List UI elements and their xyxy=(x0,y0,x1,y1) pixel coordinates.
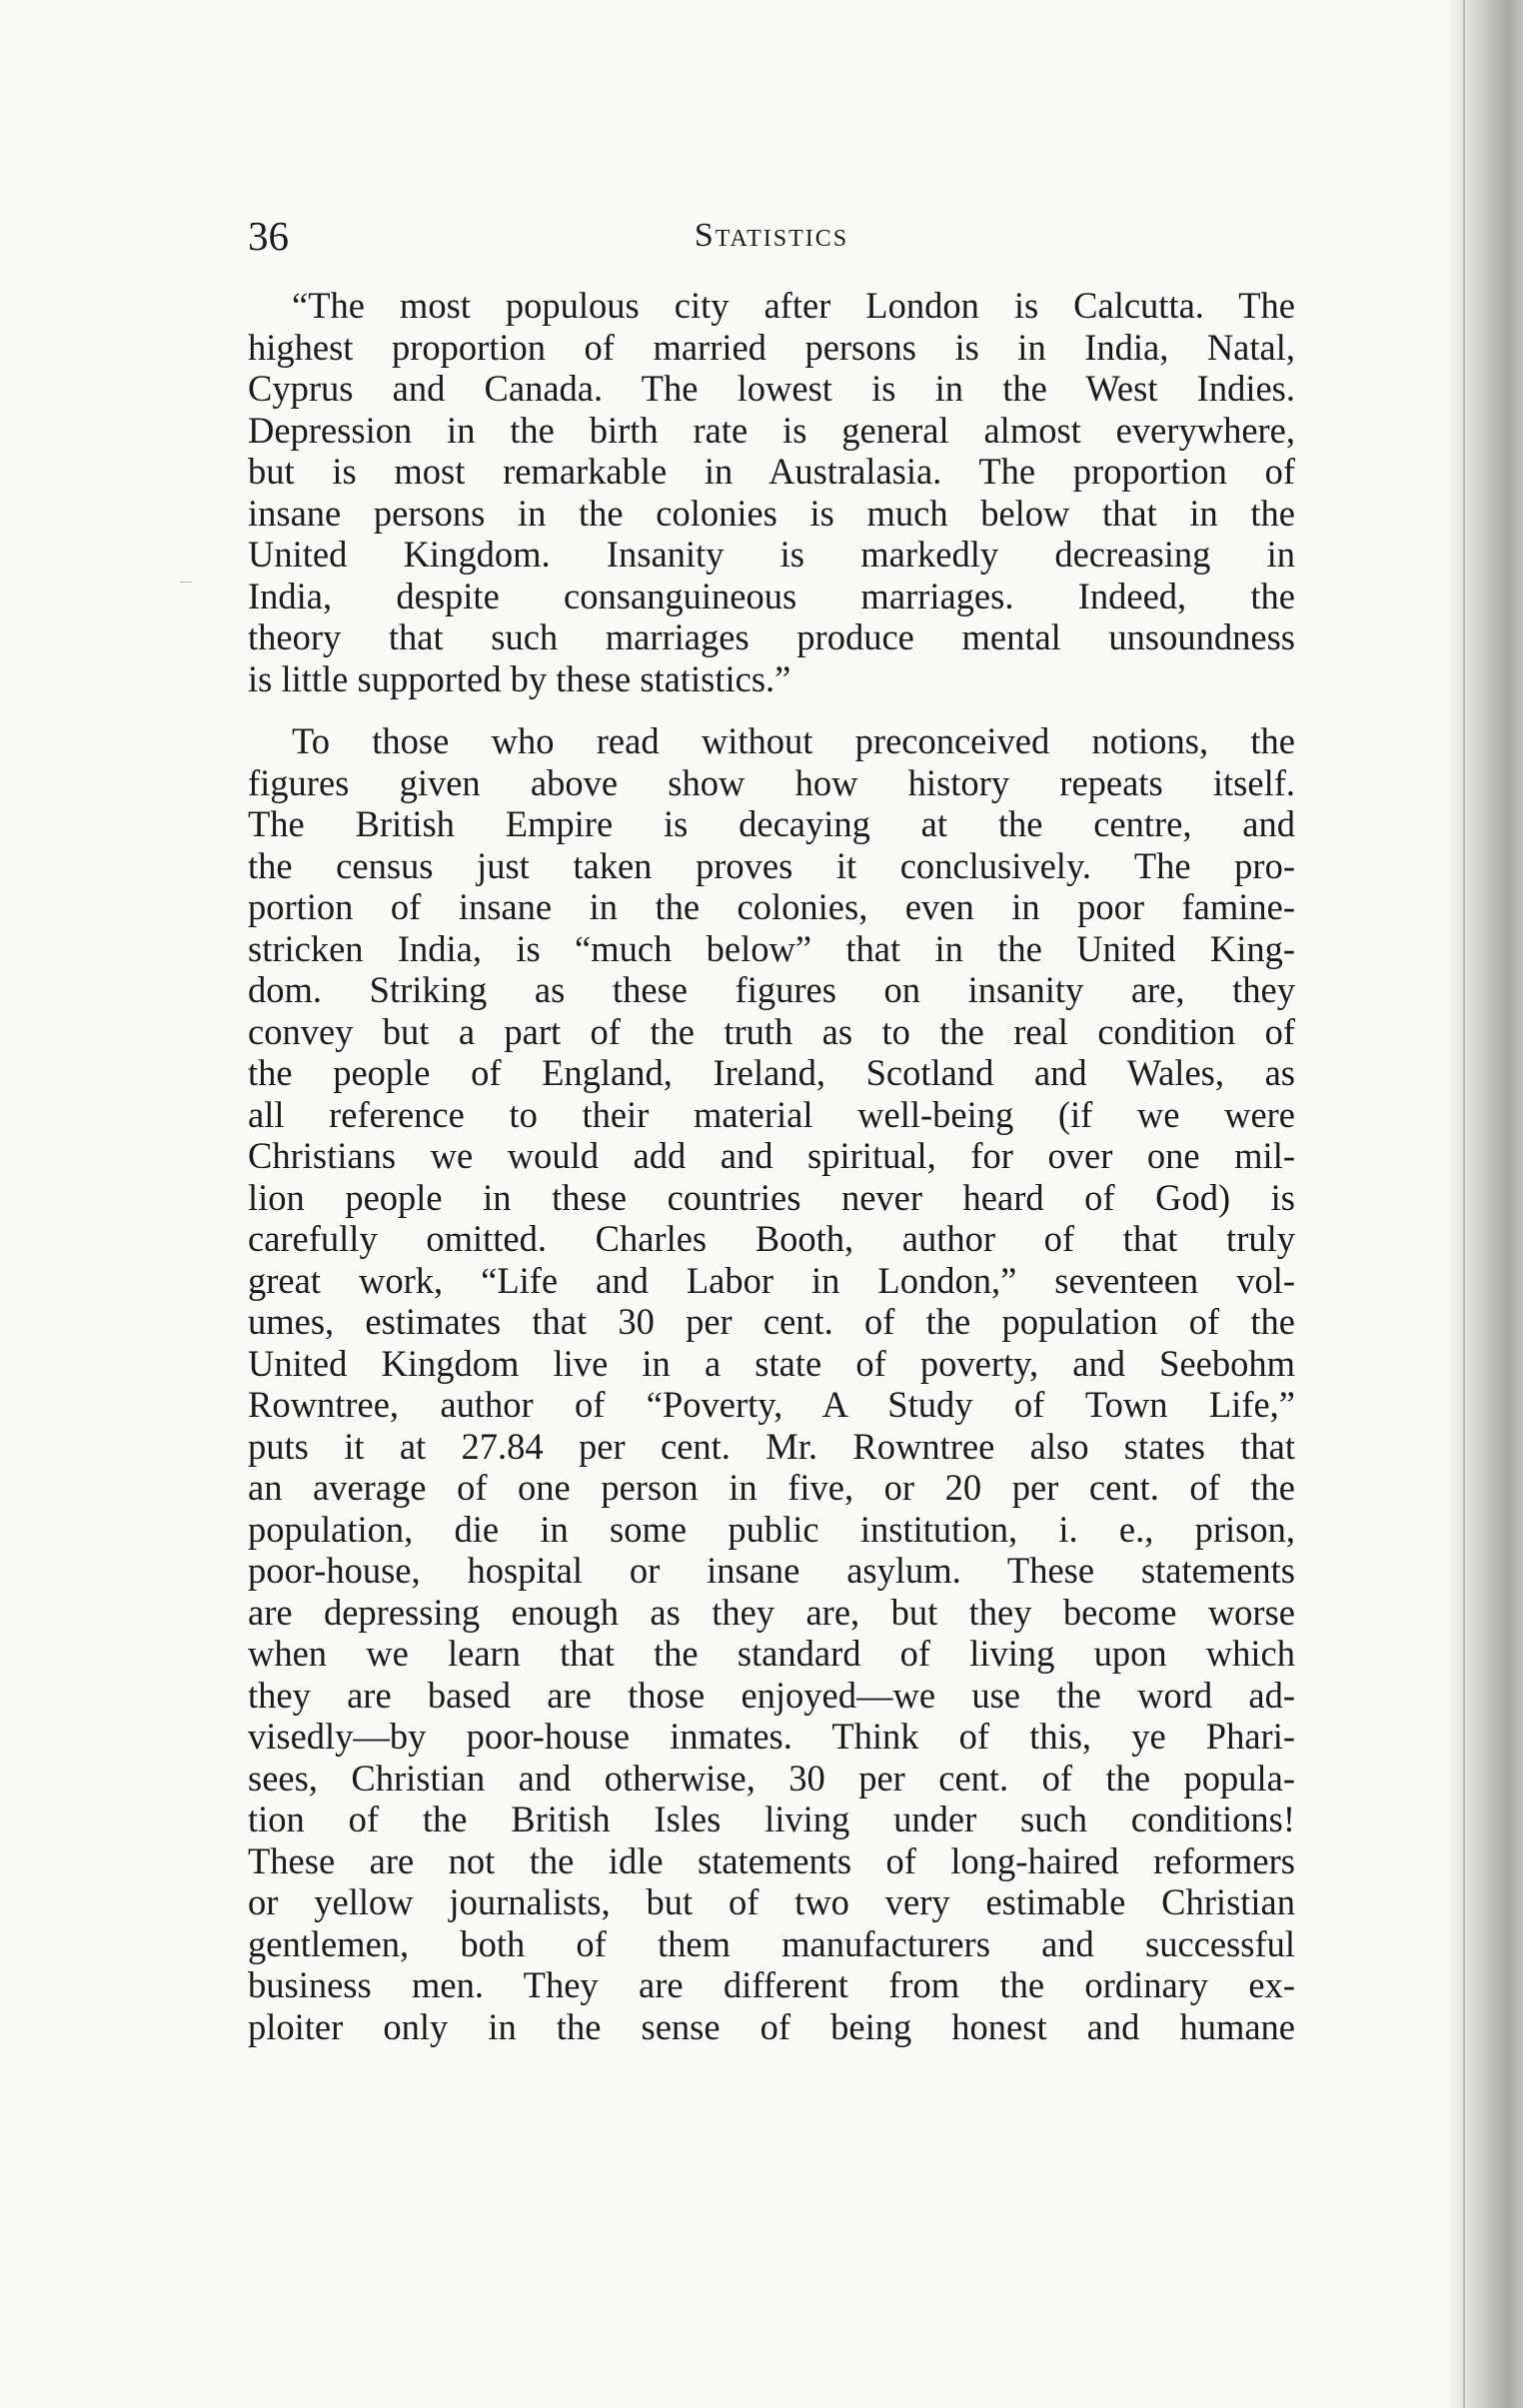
text-line: dom. Striking as these figures on insanity are, they xyxy=(248,969,1295,1010)
text-line: is little supported by these statistics.” xyxy=(248,657,791,699)
text-line: India, despite consanguineous marriages. Indeed, the xyxy=(248,575,1295,616)
page-edge-line xyxy=(1463,0,1465,2408)
paragraph-2 xyxy=(248,720,1295,2047)
text-line: These are not the idle statements of long-haired reformers xyxy=(248,1839,1295,1881)
page-edge-shadow xyxy=(1449,0,1523,2408)
text-line: all reference to their material well-being (if we were xyxy=(248,1093,1295,1135)
text-line: the census just taken proves it conclusively. The pro- xyxy=(248,844,1295,886)
text-line: Depression in the birth rate is general almost everywhere, xyxy=(248,409,1295,451)
text-line: are depressing enough as they are, but they become worse xyxy=(248,1591,1295,1633)
text-line: visedly—by poor-house inmates. Think of this, ye Phari- xyxy=(248,1716,1295,1757)
body-text xyxy=(248,285,1295,2047)
text-line: gentlemen, both of them manufacturers and successful xyxy=(248,1922,1295,1964)
text-line: or yellow journalists, but of two very estimable Christian xyxy=(248,1881,1295,1922)
text-line: United Kingdom. Insanity is markedly decreasing in xyxy=(248,534,1295,575)
text-line: theory that such marriages produce mental unsoundness xyxy=(248,616,1295,657)
text-line: umes, estimates that 30 per cent. of the population of the xyxy=(248,1301,1295,1342)
text-line: sees, Christian and otherwise, 30 per cent. of the popula- xyxy=(248,1757,1295,1799)
page-header xyxy=(248,206,1295,266)
text-line: “The most populous city after London is Calcutta. The xyxy=(292,285,1295,326)
text-line: when we learn that the standard of living upon which xyxy=(248,1633,1295,1674)
text-line: portion of insane in the colonies, even in poor famine- xyxy=(248,886,1295,927)
text-line: carefully omitted. Charles Booth, author of that truly xyxy=(248,1218,1295,1259)
text-line: the people of England, Ireland, Scotland and Wales, as xyxy=(248,1052,1295,1093)
margin-mark xyxy=(180,582,192,583)
text-line: The British Empire is decaying at the centre, and xyxy=(248,803,1295,844)
text-line: lion people in these countries never heard of God) is xyxy=(248,1176,1295,1218)
text-line: tion of the British Isles living under such conditions! xyxy=(248,1799,1295,1839)
text-line: they are based are those enjoyed—we use the word ad- xyxy=(248,1674,1295,1716)
text-line: poor-house, hospital or insane asylum. These statements xyxy=(248,1550,1295,1591)
text-line: great work, “Life and Labor in London,” seventeen vol- xyxy=(248,1259,1295,1301)
text-line: convey but a part of the truth as to the real condition of xyxy=(248,1010,1295,1052)
text-line: figures given above show how history repeats itself. xyxy=(248,761,1295,803)
text-line: highest proportion of married persons is in India, Natal, xyxy=(248,326,1295,368)
text-line: population, die in some public institution, i. e., prison, xyxy=(248,1508,1295,1550)
text-line: ploiter only in the sense of being honest and humane xyxy=(248,2005,1295,2047)
paragraph-1 xyxy=(248,285,1295,699)
text-line: an average of one person in five, or 20 per cent. of the xyxy=(248,1467,1295,1508)
text-line: United Kingdom live in a state of poverty, and Seebohm xyxy=(248,1342,1295,1384)
page-number: 36 xyxy=(248,213,289,259)
text-line: stricken India, is “much below” that in the United King- xyxy=(248,927,1295,969)
running-head: Statistics xyxy=(694,217,849,254)
text-line: Christians we would add and spiritual, for over one mil- xyxy=(248,1135,1295,1176)
text-line: business men. They are different from the ordinary ex- xyxy=(248,1964,1295,2005)
text-line: To those who read without preconceived notions, the xyxy=(292,720,1295,761)
text-line: Cyprus and Canada. The lowest is in the West Indies. xyxy=(248,368,1295,409)
text-line: but is most remarkable in Australasia. The proportion of xyxy=(248,451,1295,492)
text-line: Rowntree, author of “Poverty, A Study of Town Life,” xyxy=(248,1384,1295,1425)
text-line: puts it at 27.84 per cent. Mr. Rowntree also states that xyxy=(248,1425,1295,1467)
text-line: insane persons in the colonies is much below that in the xyxy=(248,492,1295,534)
